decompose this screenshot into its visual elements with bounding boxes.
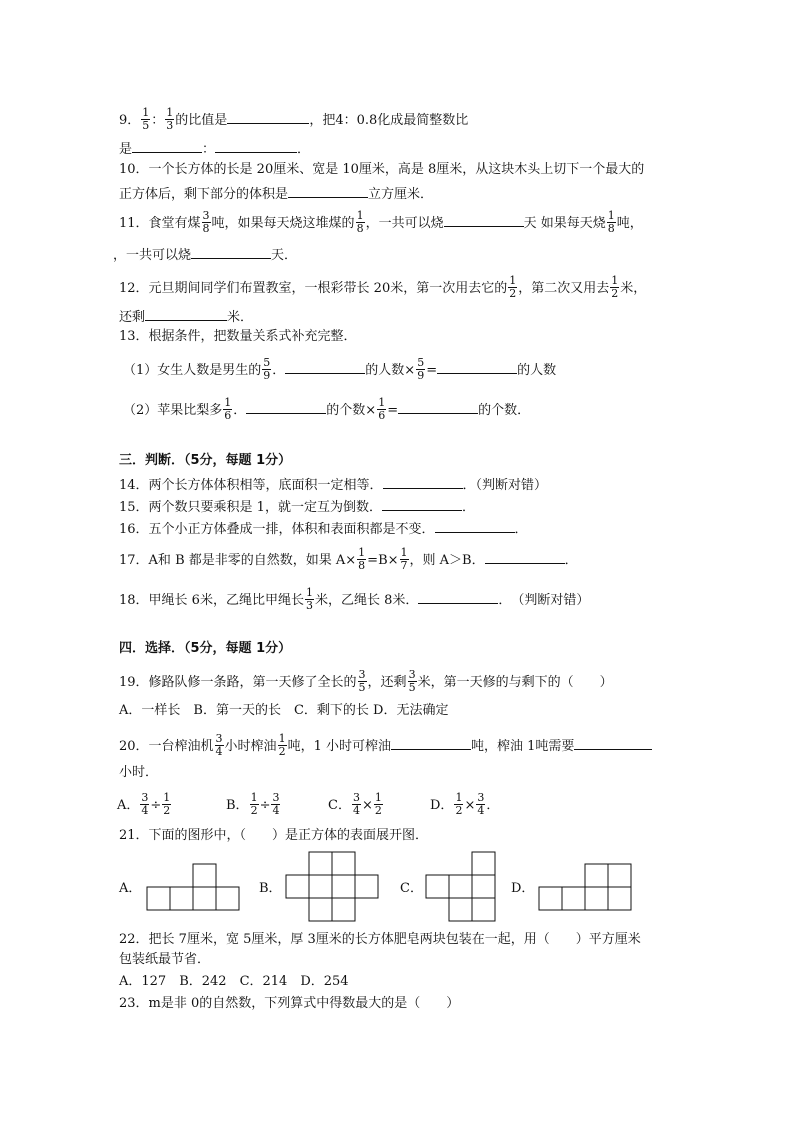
answer-blank[interactable] xyxy=(383,474,463,489)
question-19-options[interactable]: A．一样长 B．第一天的长 C．剩下的长 D．无法确定 xyxy=(119,703,449,718)
cube-net-d[interactable] xyxy=(539,863,635,911)
answer-blank[interactable] xyxy=(435,518,515,533)
question-20: 20．一台榨油机 $\frac{3}{4}$ 小时榨油 $\frac{1}{2}$ 吨，1 小时可榨油 吨，榨油 1吨需要 xyxy=(119,734,652,759)
answer-blank[interactable] xyxy=(444,212,524,227)
fraction: $\frac{1}{5}$ xyxy=(142,106,150,132)
answer-blank[interactable] xyxy=(391,735,471,750)
question-22-line2: 包装纸最节省． xyxy=(119,952,211,967)
question-15: 15．两个数只要乘积是 1，就一定互为倒数． ． xyxy=(119,496,475,517)
section-4-title: 四．选择．（5分，每题 1分） xyxy=(119,641,292,656)
question-number: 9． xyxy=(119,113,141,128)
answer-blank[interactable] xyxy=(132,138,202,153)
net-d-label: D． xyxy=(511,881,535,896)
answer-blank[interactable] xyxy=(398,399,478,414)
question-20-line2: 小时． xyxy=(119,765,159,780)
question-23: 23．m是非 0的自然数，下列算式中得数最大的是（ ） xyxy=(119,996,460,1011)
net-b-label: B． xyxy=(259,881,282,896)
answer-blank[interactable] xyxy=(145,306,227,321)
net-a-label: A． xyxy=(119,881,142,896)
question-22: 22．把长 7厘米，宽 5厘米，厚 3厘米的长方体肥皂两块包装在一起，用（ ）平方厘米 xyxy=(119,932,641,947)
question-14: 14．两个长方体体积相等，底面积一定相等． ．（判断对错） xyxy=(119,474,547,495)
cube-net-c[interactable] xyxy=(426,851,500,923)
net-c-label: C． xyxy=(400,881,423,896)
answer-blank[interactable] xyxy=(485,549,565,564)
question-21: 21．下面的图形中，（ ）是正方体的表面展开图． xyxy=(119,828,429,843)
question-10: 10．一个长方体的长是 20厘米、宽是 10厘米，高是 8厘米，从这块木头上切下一个最大的 xyxy=(119,162,645,177)
answer-blank[interactable] xyxy=(227,109,309,124)
question-16: 16．五个小正方体叠成一排，体积和表面积都是不变． ． xyxy=(119,518,528,539)
question-12-line2: 还剩 米． xyxy=(119,306,253,327)
answer-blank[interactable] xyxy=(382,496,462,511)
answer-blank[interactable] xyxy=(191,244,271,259)
answer-blank[interactable] xyxy=(437,359,517,374)
answer-blank[interactable] xyxy=(574,735,652,750)
answer-blank[interactable] xyxy=(215,138,297,153)
question-13-part1: （1）女生人数是男生的 $\frac{5}{9}$ ． 的人数× $\frac{5}{9}$ = 的人数 xyxy=(123,356,557,382)
answer-blank[interactable] xyxy=(285,359,365,374)
answer-blank[interactable] xyxy=(418,589,498,604)
question-13: 13．根据条件，把数量关系式补充完整． xyxy=(119,329,357,344)
question-17: 17．A和 B 都是非零的自然数，如果 A× $\frac{1}{8}$ =B× $\frac{1}{7}$ ，则 A＞B． ． xyxy=(119,546,578,572)
question-13-part2: （2）苹果比梨多 $\frac{1}{6}$ ． 的个数× $\frac{1}{6}$ = 的个数． xyxy=(123,396,531,422)
question-12: 12．元旦期间同学们布置教室，一根彩带长 20米，第一次用去它的 $\frac{1}{2}$ ，第二次又用去 $\frac{1}{2}$ 米， xyxy=(119,274,647,300)
question-20-option-d[interactable]: D． $\frac{1}{2}$ × $\frac{3}{4}$ ． xyxy=(430,791,500,817)
question-20-option-a[interactable]: A． $\frac{3}{4}$ ÷ $\frac{1}{2}$ xyxy=(117,791,171,817)
question-9: 9． $\frac{1}{5}$ ： $\frac{1}{3}$ 的比值是 ，把4：0.8化成最简整数比 xyxy=(119,106,469,132)
question-20-option-c[interactable]: C． $\frac{3}{4}$ × $\frac{1}{2}$ xyxy=(328,791,382,817)
question-19: 19．修路队修一条路，第一天修了全长的 $\frac{3}{5}$ ，还剩 $\frac{3}{5}$ 米，第一天修的与剩下的（ ） xyxy=(119,668,613,694)
question-20-option-b[interactable]: B． $\frac{1}{2}$ ÷ $\frac{3}{4}$ xyxy=(226,791,280,817)
cube-net-b[interactable] xyxy=(286,851,382,923)
answer-blank[interactable] xyxy=(246,399,326,414)
question-10-line2: 正方体后，剩下部分的体积是 立方厘米． xyxy=(119,183,433,204)
question-11-line2: ，一共可以烧 天． xyxy=(113,244,297,265)
cube-net-a[interactable] xyxy=(147,863,243,911)
question-18: 18．甲绳长 6米，乙绳比甲绳长 $\frac{1}{3}$ 米，乙绳长 8米． ． （判断对错） xyxy=(119,586,590,612)
section-3-title: 三．判断．（5分，每题 1分） xyxy=(119,453,292,468)
question-22-options[interactable]: A．127 B．242 C．214 D．254 xyxy=(119,974,349,989)
question-9-line2: 是 ： ． xyxy=(119,138,310,159)
question-11: 11．食堂有煤 $\frac{3}{8}$ 吨，如果每天烧这堆煤的 $\frac{1}{8}$ ，一共可以烧 天 如果每天烧 $\frac{1}{8}$ 吨， xyxy=(119,209,643,235)
answer-blank[interactable] xyxy=(288,183,368,198)
fraction: $\frac{1}{3}$ xyxy=(166,106,174,132)
